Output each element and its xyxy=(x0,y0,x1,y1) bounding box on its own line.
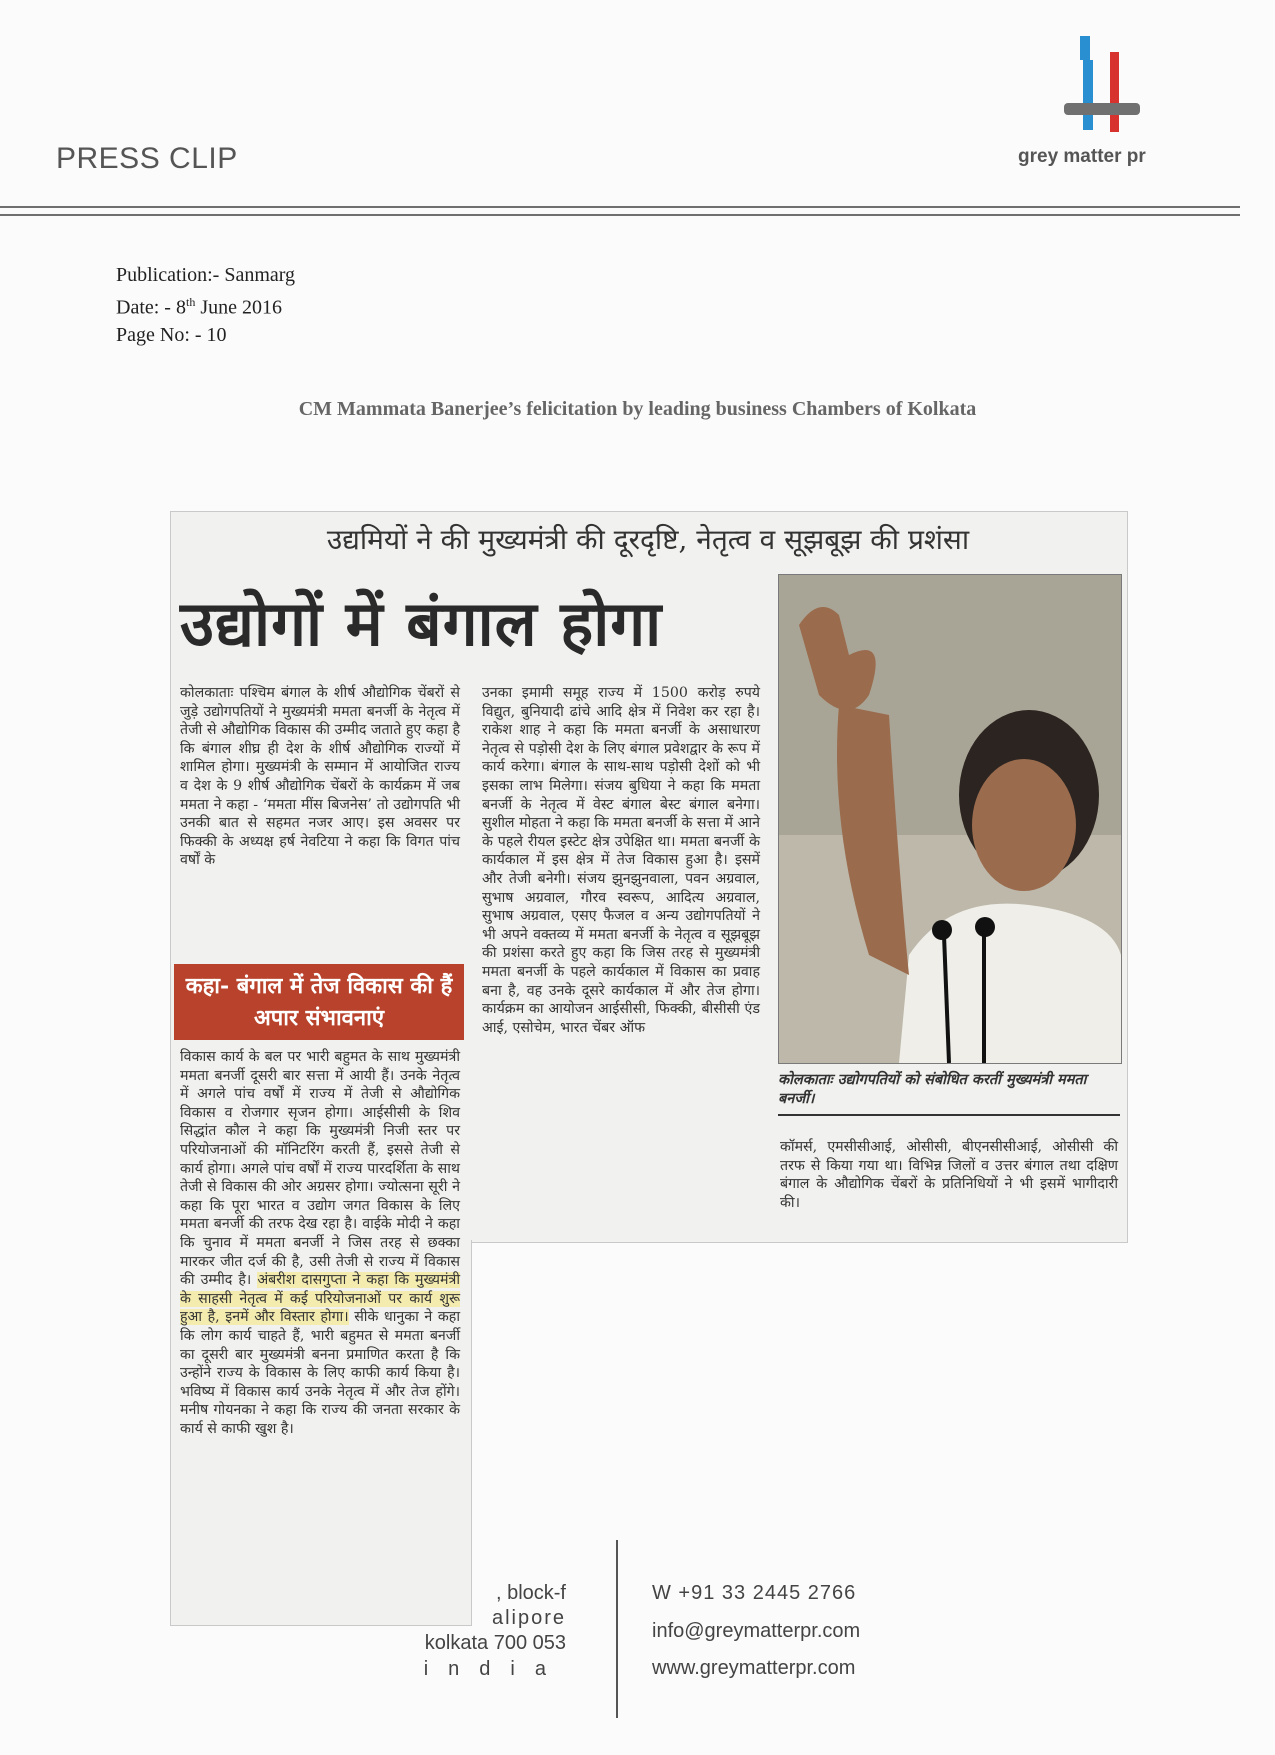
publication-date: Date: - 8th June 2016 xyxy=(116,295,282,319)
logo-name: grey matter pr xyxy=(1018,146,1146,167)
header-rule-top xyxy=(0,206,1240,208)
article-column-1-top: कोलकाताः पश्चिम बंगाल के शीर्ष औद्योगिक चेंबरों से जुड़े उद्योगपतियों ने मुख्यमंत्री ममता बनर्जी के नेतृत्व में तेजी से औद्योगिक विकास की उम्मीद जताते हुए कहा है कि बंगाल शीघ्र ही देश के शीर्ष औद्योगिक राज्यों में शामिल होगा। मुख्यमंत्री के सम्मान में आयोजित राज्य व देश के 9 शीर्ष औद्योगिक चेंबरों के कार्यक्रम में जब ममता ने कहा - ‘ममता मींस बिजनेस’ तो उद्योगपति भी उनकी बात से सहमत नजर आए। इस अवसर पर फिक्की के अध्यक्ष हर्ष नेवटिया ने कहा कि विगत पांच वर्षों के xyxy=(180,685,460,869)
speaker-photo xyxy=(778,574,1122,1064)
address-line-3: kolkata 700 053 xyxy=(424,1632,566,1654)
english-headline: CM Mammata Banerjee’s felicitation by leading business Chambers of Kolkata xyxy=(298,398,977,420)
article-kicker: उद्यमियों ने की मुख्यमंत्री की दूरदृष्टि, नेतृत्व व सूझबूझ की प्रशंसा xyxy=(326,523,970,556)
header-rule-bottom xyxy=(0,214,1240,216)
article-column-3-bottom: कॉमर्स, एमसीसीआई, ओसीसी, बीएनसीसीआई, ओसीसी की तरफ से किया गया था। विभिन्न जिलों व उत्तर बंगाल तथा दक्षिण बंगाल के औद्योगिक चेंबरों के प्रतिनिधियों ने भी इसमें भागीदारी की। xyxy=(780,1139,1118,1211)
press-clip-label: PRESS CLIP xyxy=(56,142,238,175)
article-column-1-bottom xyxy=(180,1048,460,1438)
highlighted-quote: अंबरीश दासगुप्ता ने कहा कि मुख्यमंत्री के साहसी नेतृत्व में कई परियोजनाओं पर कार्य शुरू हुआ है, इनमें और विस्तार होगा। xyxy=(180,1272,461,1326)
article-headline: उद्योगों में बंगाल होगा xyxy=(180,587,663,660)
publication-page: Page No: - 10 xyxy=(116,323,227,346)
contact-email[interactable]: info@greymatterpr.com xyxy=(652,1620,861,1642)
column-1-text: विकास कार्य के बल पर भारी बहुमत के साथ मुख्यमंत्री ममता बनर्जी दूसरी बार सत्ता में आयी हैं। उनके नेतृत्व में अगले पांच वर्षों में राज्य में तेजी से औद्योगिक विकास व रोजगार सृजन होगा। आईसीसी के शिव सिद्धांत कौल ने कहा कि मुख्यमंत्री निजी स्तर पर परियोजनाओं की मॉनिटरिंग करती हैं, इससे तेजी से कार्य होगा। अगले पांच वर्षों में राज्य पारदर्शिता के साथ तेजी से विकास की ओर अग्रसर होगा। ज्योत्सना सूरी ने कहा कि पूरा भारत व उद्योग जगत विकास के लिए ममता बनर्जी की तरफ देख रहा है। वाईके मोदी ने कहा कि चुनाव में ममता बनर्जी ने जिस तरह से छक्का मारकर जीत दर्ज की है, उसी तेजी से राज्य में विकास की उम्मीद है। xyxy=(180,1049,460,1289)
footer-divider xyxy=(616,1540,618,1718)
address-line-4: india xyxy=(423,1658,566,1680)
photo-caption: कोलकाताः उद्योगपतियों को संबोधित करतीं मुख्यमंत्री ममता बनर्जी। xyxy=(778,1070,1120,1116)
contact-phone: W +91 33 2445 2766 xyxy=(652,1582,857,1604)
article-column-2: उनका इमामी समूह राज्य में 1500 करोड़ रुपये विद्युत, बुनियादी ढांचे आदि क्षेत्र में निवेश कर रहा है। राकेश शाह ने कहा कि ममता बनर्जी के असाधारण नेतृत्व से पड़ोसी देश के लिए बंगाल प्रवेशद्वार के रूप में कार्य करेगा। बंगाल के साथ-साथ पड़ोसी देशों को भी इसका लाभ मिलेगा। संजय बुधिया ने कहा कि ममता बनर्जी के नेतृत्व में वेस्ट बंगाल बेस्ट बंगाल बनेगा। सुशील मोहता ने कहा कि ममता बनर्जी के सत्ता में आने के पहले रीयल इस्टेट क्षेत्र उपेक्षित था। ममता बनर्जी के कार्यकाल में इस क्षेत्र में तेज विकास हुआ है। इसमें और तेजी बनेगी। संजय झुनझुनवाला, पवन अग्रवाल, सुभाष अग्रवाल, गौरव स्वरूप, आदित्य अग्रवाल, सुभाष अग्रवाल, एसए फैजल व अन्य उद्योगपतियों ने भी अपने वक्तव्य में ममता बनर्जी के नेतृत्व व सूझबूझ की प्रशंसा करते हुए कहा कि जिस तरह से मुख्यमंत्री ममता बनर्जी के पहले कार्यकाल में विकास का प्रवाह बना है, वह उनके दूसरे कार्यकाल में और तेज होगा। कार्यक्रम का आयोजन आईसीसी, फिक्की, बीसीसी एंड आई, एसोचेम, भारत चेंबर ऑफ xyxy=(482,685,760,1036)
publication-info xyxy=(116,262,295,349)
column-1-text-end: सीके धानुका ने कहा कि लोग कार्य चाहते हैं, भारी बहुमत से ममता बनर्जी का दूसरी बार मुख्यमंत्री बनना प्रमाणित करता है कि उन्होंने राज्य के विकास के लिए काफी कार्य किया है। भविष्य में विकास कार्य उनके नेतृत्व में और तेज होंगे। मनीष गोयनका ने कहा कि राज्य की जनता सरकार के कार्य से काफी खुश है। xyxy=(180,1309,460,1437)
publication-name: Publication:- Sanmarg xyxy=(116,264,296,286)
grey-matter-logo xyxy=(1040,30,1180,150)
address-line-1: , block-f xyxy=(495,1582,566,1604)
address-line-2: alipore xyxy=(491,1607,566,1629)
article-subhead: कहा- बंगाल में तेज विकास की हैं अपार संभावनाएं xyxy=(174,964,464,1040)
contact-website[interactable]: www.greymatterpr.com xyxy=(652,1657,856,1679)
